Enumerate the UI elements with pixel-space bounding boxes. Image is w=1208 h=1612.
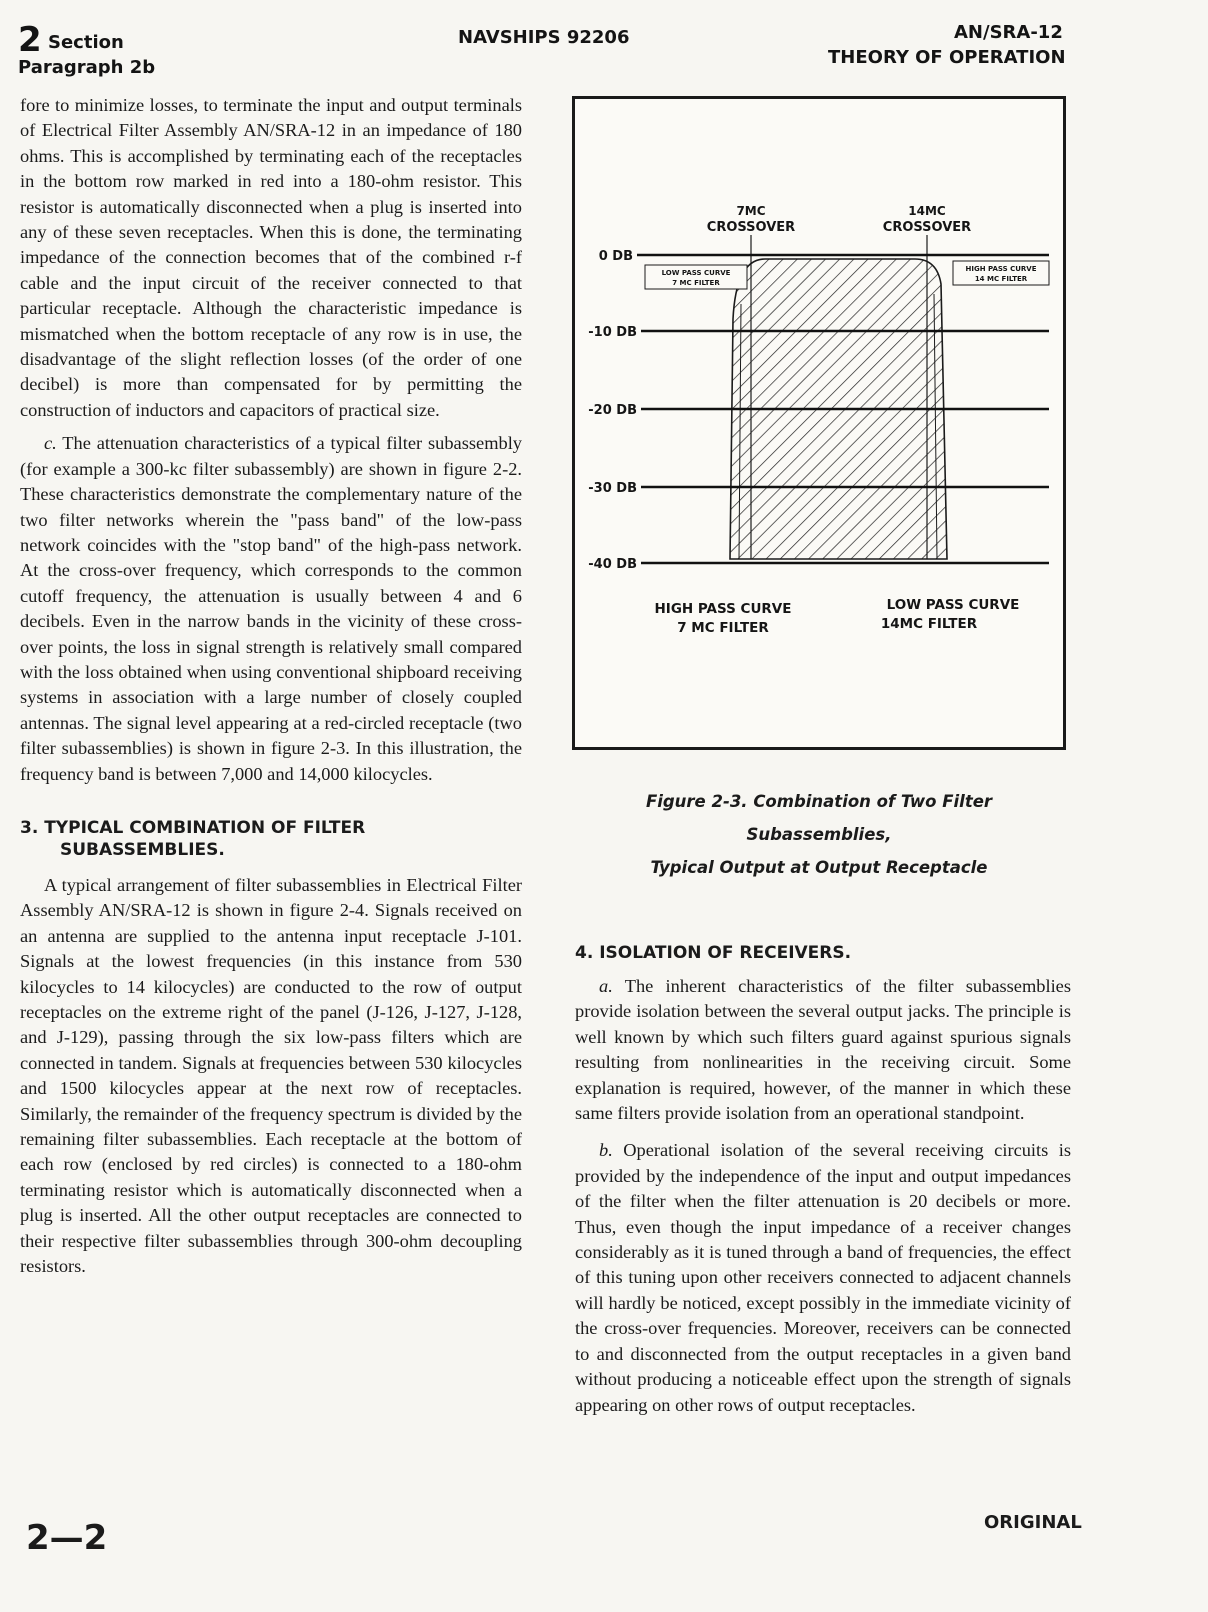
inset-low-pass-line2: 7 MC FILTER: [672, 279, 720, 287]
paragraph-section-3: A typical arrangement of filter subassemblies in Electrical Filter Assembly AN/SRA-12 is shown in figure 2-4. Signals received on an antenna are supplied to the antenna input receptacle J-101. Signals at the lowest frequencies (in this instance from 530 kilocycles to 14 kilocycles) are conducted to the row of output receptacles on the extreme right of the panel (J-126, J-127, J-128, and J-129), passing through the six low-pass filters which are connected in tandem. Signals at frequencies between 530 kilocycles and 1500 kilocycles appear at the next row of receptacles. Similarly, the remainder of the frequency spectrum is divided by the remaining filter subassemblies. Each receptacle at the bottom of each row (enclosed by red circles) is connected to a 180-ohm terminating resistor which is automatically disconnected when a plug is inserted. All the other output receptacles are connected to their respective filter subassemblies through 300-ohm decoupling resistors.: [20, 874, 522, 1277]
figure-caption: [572, 785, 1066, 884]
paragraph-b: [575, 1138, 1071, 1417]
low-pass-curve-label: LOW PASS CURVE: [886, 597, 1020, 613]
right-column: [575, 942, 1071, 1426]
crossover-7mc-label: 7MC: [736, 204, 766, 218]
page-number: 2—2: [26, 1518, 108, 1558]
inset-low-pass-line1: LOW PASS CURVE: [661, 269, 731, 277]
paragraph-a-text: The inherent characteristics of the filter subassemblies provide isolation between the several output jacks. The principle is well known by which such filters guard against spurious signals resulting from nonlinearities in the receiving circuit. Some explanation is required, however, of the manner in which these same filters provide isolation from an operational standpoint.: [575, 976, 1071, 1124]
figure-caption-line1: Figure 2-3. Combination of Two Filter Subassemblies,: [645, 792, 993, 844]
paragraph-c: [20, 431, 522, 787]
db-label-10: -10 DB: [588, 325, 637, 340]
subject-title: THEORY OF OPERATION: [828, 47, 1066, 68]
db-label-30: -30 DB: [588, 481, 637, 496]
figure-caption-line2: Typical Output at Output Receptacle: [650, 858, 988, 877]
inset-high-pass-line1: HIGH PASS CURVE: [965, 265, 1037, 273]
attenuation-diagram: [575, 99, 1063, 747]
db-label-40: -40 DB: [588, 557, 637, 572]
crossover-14mc-label: 14MC: [908, 204, 946, 218]
paragraph-b-text: Operational isolation of the several receiving circuits is provided by the independence of the input and output impedances of the filter when the filter attenuation is 20 decibels or more. Thus, even though the input impedance of a receiver changes considerably as it is tuned through a band of frequencies, the effect of this tuning upon other receivers connected to adjacent channels will hardly be noticed, except possibly in the immediate vicinity of the cross-over frequencies. Moreover, receivers can be connected to and disconnected from the output receptacles in a given band without producing a noticeable effect upon the strength of signals appearing on other rows of output receptacles.: [575, 1140, 1071, 1415]
paragraph-b-label: b.: [599, 1140, 613, 1161]
figure-2-3: [572, 96, 1066, 750]
paragraph-a: [575, 974, 1071, 1126]
section-3-heading: [20, 817, 522, 861]
section-3-heading-line2: SUBASSEMBLIES.: [60, 839, 225, 860]
crossover-14mc-sub: CROSSOVER: [882, 220, 972, 235]
paragraph-continuation: fore to minimize losses, to terminate the input and output terminals of Electrical Filter Assembly AN/SRA-12 in an impedance of 180 ohms. This is accomplished by terminating each of the receptacles in the bottom row marked in red into a 180-ohm resistor. This resistor is automatically disconnected when a plug is inserted into any of these seven receptacles. When this is done, the terminating impedance of the connection becomes that of the combined r-f cable and the input circuit of the receiver connected to that particular receptacle. Although the characteristic impedance is mismatched when the bottom receptacle of any row is in use, the disadvantage of the slight reflection losses (of the order of one decibel) is more than compensated for by permitting the construction of inductors and capacitors of practical size.: [20, 95, 522, 420]
inset-high-pass-line2: 14 MC FILTER: [974, 275, 1028, 283]
db-label-20: -20 DB: [588, 403, 637, 418]
high-pass-filter-label: 7 MC FILTER: [677, 620, 769, 636]
crossover-7mc-sub: CROSSOVER: [706, 220, 796, 235]
equipment-id: AN/SRA-12: [954, 22, 1063, 43]
db-label-0: 0 DB: [598, 249, 633, 264]
left-column: [20, 93, 522, 1287]
doc-number: NAVSHIPS 92206: [458, 27, 630, 48]
high-pass-curve-label: HIGH PASS CURVE: [654, 601, 792, 617]
section-3-heading-line1: 3. TYPICAL COMBINATION OF FILTER: [20, 817, 366, 838]
section-label: Section: [48, 32, 124, 53]
paragraph-label: Paragraph 2b: [18, 57, 156, 78]
paragraph-c-label: c.: [44, 433, 57, 454]
section-number: 2: [18, 20, 42, 60]
status-label: ORIGINAL: [984, 1512, 1082, 1533]
section-4-heading: 4. ISOLATION OF RECEIVERS.: [575, 943, 852, 963]
paragraph-a-label: a.: [599, 976, 613, 996]
low-pass-filter-label: 14MC FILTER: [880, 616, 978, 632]
paragraph-c-text: The attenuation characteristics of a typical filter subassembly (for example a 300-kc filter subassembly) are shown in figure 2-2. These characteristics demonstrate the complementary nature of the two filter networks wherein the "pass band" of the low-pass network coincides with the "stop band" of the high-pass network. At the cross-over frequency, which corresponds to the common cutoff frequency, the attenuation is usually between 4 and 6 decibels. Even in the narrow bands in the vicinity of these cross-over points, the loss in signal strength is relatively small compared with the loss obtained when using conventional shipboard receiving systems in association with a large number of closely coupled antennas. The signal level appearing at a red-circled receptacle (two filter subassemblies) is shown in figure 2-3. In this illustration, the frequency band is between 7,000 and 14,000 kilocycles.: [20, 433, 522, 784]
